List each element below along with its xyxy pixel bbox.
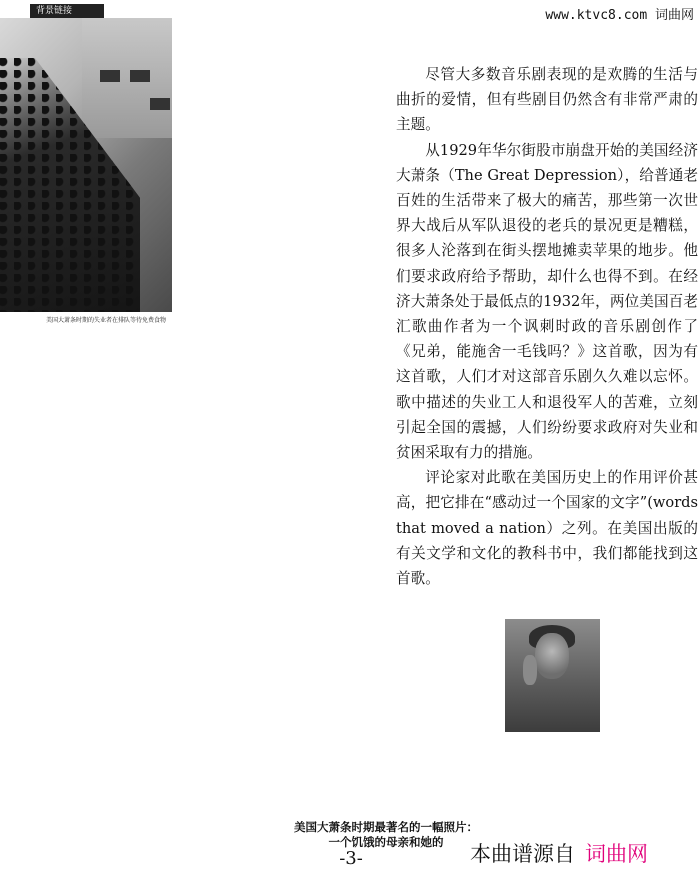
hand-shape [523, 655, 537, 685]
watermark-text: 本曲谱源自 [470, 842, 575, 866]
section-tag: 背景链接 [30, 4, 104, 18]
page-number: -3- [339, 848, 363, 869]
building-window [130, 70, 150, 82]
paragraph: 评论家对此歌在美国历史上的作用评价甚高，把它排在“感动过一个国家的文字”(words that moved a nation）之列。在美国出版的有关文学和文化的教科书中，我们都能找到这首歌。 [396, 469, 698, 588]
caption-line: 美国大萧条时期最著名的一幅照片： [294, 820, 478, 834]
watermark-brand: 词曲网 [585, 842, 648, 866]
building-wall [82, 18, 172, 138]
face-shape [535, 633, 569, 679]
watermark [470, 838, 648, 868]
paragraph: 尽管大多数音乐剧表现的是欢腾的生活与曲折的爱情，但有些剧目仍然含有非常严肃的主题。 [396, 66, 698, 134]
building-window [150, 98, 170, 110]
caption-line: 一个饥饿的母亲和她的 [328, 835, 444, 849]
photo-caption: 美国大萧条时期的失业者在排队等待免费食物 [46, 317, 167, 324]
mother-photo [505, 619, 600, 732]
queue-photo [0, 18, 172, 312]
site-url-link[interactable]: www.ktvc8.com 词曲网 [545, 8, 694, 23]
building-window [100, 70, 120, 82]
article-body [396, 62, 698, 591]
paragraph: 从1929年华尔街股市崩盘开始的美国经济大萧条（The Great Depression），给普通老百姓的生活带来了极大的痛苦，那些第一次世界大战后从军队退役的老兵的景况更是糟糕，很多人沦落到在街头摆地摊卖苹果的地步。他们要求政府给予帮助，却什么也得不到。在经济大萧条处于最低点的1932年，两位美国百老汇歌曲作者为一个讽刺时政的音乐剧创作了《兄弟，能施舍一毛钱吗？》这首歌，因为有这首歌，人们才对这部音乐剧久久难以忘怀。歌中描述的失业工人和退役军人的苦难，立刻引起全国的震撼，人们纷纷要求政府对失业和贫困采取有力的措施。 [396, 141, 698, 462]
